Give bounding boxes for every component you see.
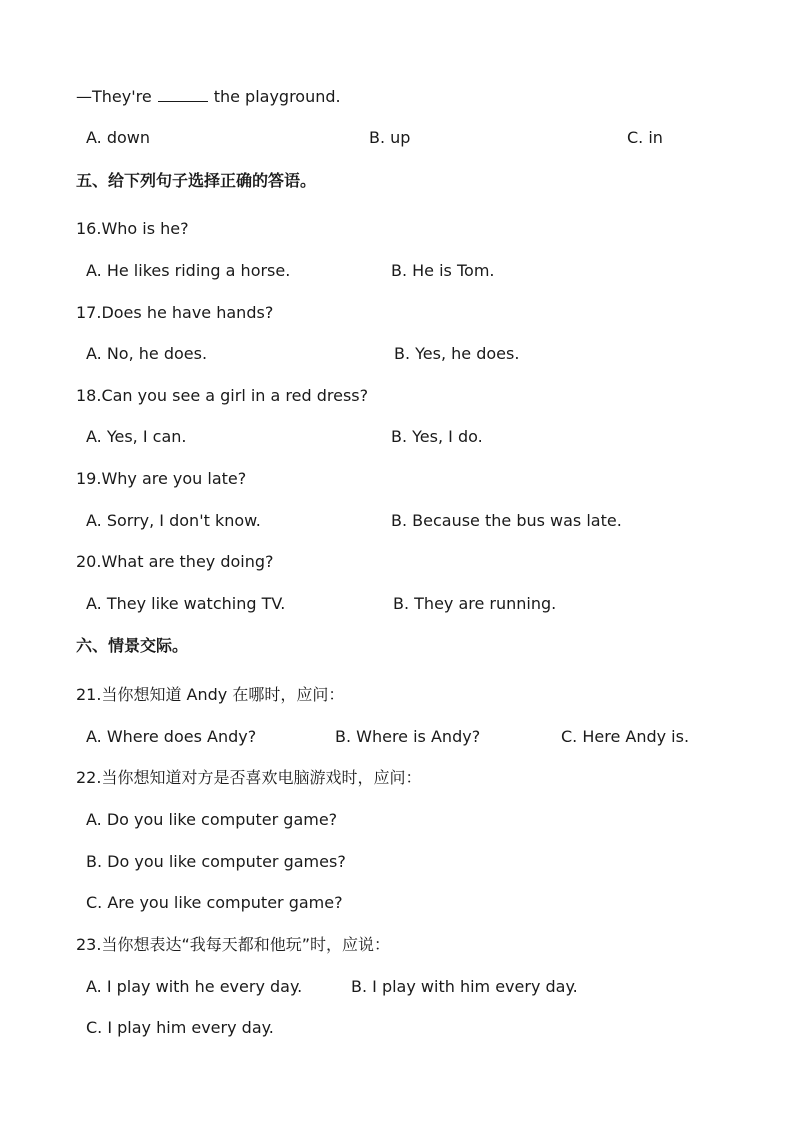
q19-option-a: A. Sorry, I don't know.	[86, 511, 261, 530]
q16-option-a: A. He likes riding a horse.	[86, 261, 291, 280]
q22-option-a: A. Do you like computer game?	[86, 810, 338, 829]
q18-option-b: B. Yes, I do.	[391, 427, 483, 446]
q15-answer-pre: —They're	[76, 87, 152, 106]
section6-heading: 六、情景交际。	[76, 636, 189, 655]
q22-text: 22.当你想知道对方是否喜欢电脑游戏时，应问：	[76, 768, 422, 787]
q23-option-a: A. I play with he every day.	[86, 977, 303, 996]
q21-text: 21.当你想知道 Andy 在哪时，应问：	[76, 685, 345, 704]
q17-option-b: B. Yes, he does.	[394, 344, 520, 363]
q22-option-b: B. Do you like computer games?	[86, 852, 346, 871]
q15-option-c: C. in	[627, 128, 663, 147]
q17-option-a: A. No, he does.	[86, 344, 208, 363]
q18-text: 18.Can you see a girl in a red dress?	[76, 386, 369, 405]
q23-option-c: C. I play him every day.	[86, 1018, 274, 1037]
q16-option-b: B. He is Tom.	[391, 261, 495, 280]
q21-option-b: B. Where is Andy?	[335, 727, 481, 746]
q23-text: 23.当你想表达“我每天都和他玩”时，应说：	[76, 935, 391, 954]
q16-text: 16.Who is he?	[76, 219, 189, 238]
q19-option-b: B. Because the bus was late.	[391, 511, 622, 530]
q15-blank	[158, 87, 208, 102]
q15-answer-line	[76, 86, 341, 108]
q20-text: 20.What are they doing?	[76, 552, 274, 571]
section5-heading: 五、给下列句子选择正确的答语。	[76, 171, 317, 190]
q22-option-c: C. Are you like computer game?	[86, 893, 343, 912]
q20-option-b: B. They are running.	[393, 594, 557, 613]
q15-option-b: B. up	[369, 128, 411, 147]
q23-option-b: B. I play with him every day.	[351, 977, 578, 996]
q18-option-a: A. Yes, I can.	[86, 427, 187, 446]
q21-option-a: A. Where does Andy?	[86, 727, 257, 746]
q15-option-a: A. down	[86, 128, 151, 147]
q15-answer-post: the playground.	[213, 87, 341, 106]
q21-option-c: C. Here Andy is.	[561, 727, 690, 746]
q20-option-a: A. They like watching TV.	[86, 594, 286, 613]
q17-text: 17.Does he have hands?	[76, 303, 274, 322]
q19-text: 19.Why are you late?	[76, 469, 247, 488]
